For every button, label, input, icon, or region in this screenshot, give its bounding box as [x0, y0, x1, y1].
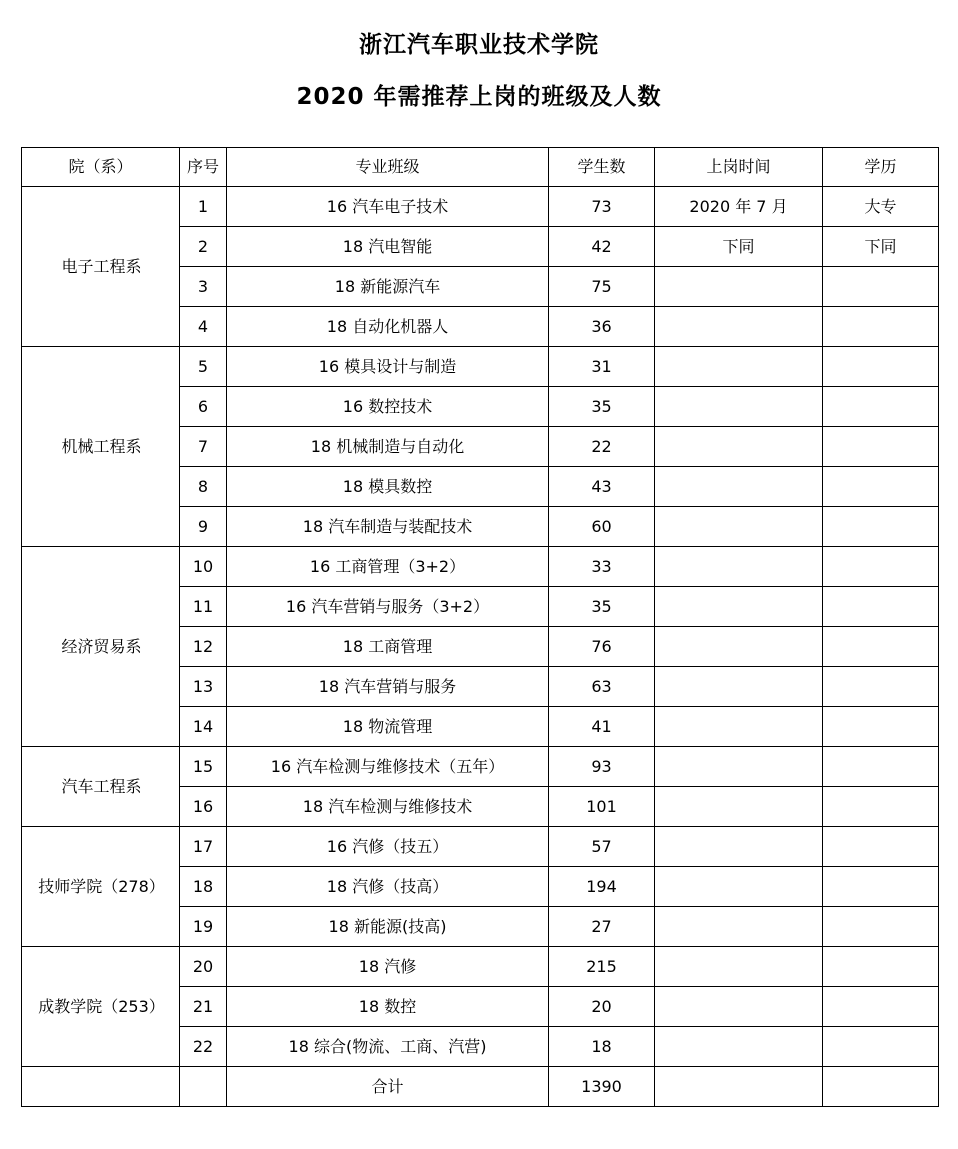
header-dept: 院（系）: [22, 148, 180, 187]
row-no: 12: [180, 627, 227, 667]
row-no: 4: [180, 307, 227, 347]
document-subtitle: 2020 年需推荐上岗的班级及人数: [296, 84, 662, 110]
row-no: 9: [180, 507, 227, 547]
row-count: 18: [549, 1027, 655, 1067]
row-class: 18 工商管理: [227, 627, 549, 667]
row-no: 7: [180, 427, 227, 467]
row-no: 11: [180, 587, 227, 627]
row-edu: [823, 947, 939, 987]
row-time: [655, 907, 823, 947]
row-time: [655, 387, 823, 427]
row-class: 18 自动化机器人: [227, 307, 549, 347]
row-class: 18 汽车营销与服务: [227, 667, 549, 707]
row-count: 60: [549, 507, 655, 547]
row-no: 1: [180, 187, 227, 227]
table-row: [22, 947, 939, 987]
row-no: 13: [180, 667, 227, 707]
row-edu: [823, 667, 939, 707]
row-class: 18 汽车检测与维修技术: [227, 787, 549, 827]
row-no: 8: [180, 467, 227, 507]
row-edu: [823, 547, 939, 587]
row-count: 41: [549, 707, 655, 747]
row-time: [655, 427, 823, 467]
row-time: [655, 827, 823, 867]
row-count: 75: [549, 267, 655, 307]
row-edu: [823, 507, 939, 547]
row-class: 16 汽车营销与服务（3+2）: [227, 587, 549, 627]
row-no: 20: [180, 947, 227, 987]
row-no: 19: [180, 907, 227, 947]
total-empty-no: [180, 1067, 227, 1107]
total-count: 1390: [549, 1067, 655, 1107]
row-class: 16 汽车检测与维修技术（五年）: [227, 747, 549, 787]
row-no: 14: [180, 707, 227, 747]
row-edu: [823, 707, 939, 747]
header-time: 上岗时间: [655, 148, 823, 187]
table-row: [22, 747, 939, 787]
row-edu: [823, 307, 939, 347]
row-count: 36: [549, 307, 655, 347]
row-time: [655, 667, 823, 707]
row-class: 16 模具设计与制造: [227, 347, 549, 387]
dept-cell: 经济贸易系: [22, 547, 180, 747]
row-no: 15: [180, 747, 227, 787]
row-edu: [823, 867, 939, 907]
row-count: 27: [549, 907, 655, 947]
row-count: 42: [549, 227, 655, 267]
row-time: [655, 627, 823, 667]
row-class: 16 工商管理（3+2）: [227, 547, 549, 587]
row-class: 18 汽修: [227, 947, 549, 987]
row-no: 16: [180, 787, 227, 827]
header-class: 专业班级: [227, 148, 549, 187]
row-edu: [823, 267, 939, 307]
row-count: 31: [549, 347, 655, 387]
row-time: [655, 547, 823, 587]
row-class: 18 数控: [227, 987, 549, 1027]
dept-cell: 电子工程系: [22, 187, 180, 347]
row-time: [655, 507, 823, 547]
row-count: 35: [549, 387, 655, 427]
row-edu: [823, 747, 939, 787]
total-label: 合计: [227, 1067, 549, 1107]
row-time: [655, 747, 823, 787]
row-no: 2: [180, 227, 227, 267]
row-edu: [823, 467, 939, 507]
row-edu: [823, 347, 939, 387]
dept-cell: 机械工程系: [22, 347, 180, 547]
row-time: [655, 947, 823, 987]
row-edu: 下同: [823, 227, 939, 267]
row-edu: [823, 987, 939, 1027]
header-no: 序号: [180, 148, 227, 187]
row-class: 16 数控技术: [227, 387, 549, 427]
table-header-row: [22, 148, 939, 187]
row-class: 18 模具数控: [227, 467, 549, 507]
table-row: [22, 547, 939, 587]
row-class: 18 综合(物流、工商、汽营): [227, 1027, 549, 1067]
row-time: [655, 987, 823, 1027]
row-count: 33: [549, 547, 655, 587]
table-row: [22, 347, 939, 387]
row-edu: [823, 907, 939, 947]
row-time: [655, 267, 823, 307]
total-empty-dept: [22, 1067, 180, 1107]
row-edu: [823, 627, 939, 667]
dept-cell: 汽车工程系: [22, 747, 180, 827]
row-count: 194: [549, 867, 655, 907]
row-class: 16 汽修（技五）: [227, 827, 549, 867]
row-time: [655, 307, 823, 347]
row-edu: [823, 387, 939, 427]
row-time: 下同: [655, 227, 823, 267]
row-edu: 大专: [823, 187, 939, 227]
row-no: 17: [180, 827, 227, 867]
row-count: 57: [549, 827, 655, 867]
row-edu: [823, 427, 939, 467]
dept-cell: 技师学院（278）: [22, 827, 180, 947]
row-no: 5: [180, 347, 227, 387]
row-edu: [823, 827, 939, 867]
row-class: 18 物流管理: [227, 707, 549, 747]
row-count: 22: [549, 427, 655, 467]
row-class: 18 汽修（技高）: [227, 867, 549, 907]
row-no: 3: [180, 267, 227, 307]
row-class: 18 新能源(技高): [227, 907, 549, 947]
row-count: 73: [549, 187, 655, 227]
row-time: 2020 年 7 月: [655, 187, 823, 227]
row-no: 21: [180, 987, 227, 1027]
row-class: 18 汽电智能: [227, 227, 549, 267]
row-time: [655, 587, 823, 627]
row-edu: [823, 587, 939, 627]
table-row: [22, 827, 939, 867]
row-no: 10: [180, 547, 227, 587]
row-count: 43: [549, 467, 655, 507]
total-empty-time: [655, 1067, 823, 1107]
row-class: 18 新能源汽车: [227, 267, 549, 307]
row-class: 18 汽车制造与装配技术: [227, 507, 549, 547]
class-table: [21, 147, 939, 1107]
dept-cell: 成教学院（253）: [22, 947, 180, 1067]
row-time: [655, 347, 823, 387]
header-edu: 学历: [823, 148, 939, 187]
row-time: [655, 867, 823, 907]
row-time: [655, 787, 823, 827]
total-empty-edu: [823, 1067, 939, 1107]
row-count: 63: [549, 667, 655, 707]
row-no: 18: [180, 867, 227, 907]
row-no: 6: [180, 387, 227, 427]
row-time: [655, 1027, 823, 1067]
row-count: 215: [549, 947, 655, 987]
table-row: [22, 187, 939, 227]
row-count: 35: [549, 587, 655, 627]
row-class: 16 汽车电子技术: [227, 187, 549, 227]
document-title: 浙江汽车职业技术学院: [359, 32, 599, 58]
row-time: [655, 467, 823, 507]
header-count: 学生数: [549, 148, 655, 187]
row-no: 22: [180, 1027, 227, 1067]
row-time: [655, 707, 823, 747]
row-count: 101: [549, 787, 655, 827]
row-count: 93: [549, 747, 655, 787]
row-edu: [823, 1027, 939, 1067]
row-edu: [823, 787, 939, 827]
total-row: [22, 1067, 939, 1107]
row-count: 20: [549, 987, 655, 1027]
row-class: 18 机械制造与自动化: [227, 427, 549, 467]
row-count: 76: [549, 627, 655, 667]
